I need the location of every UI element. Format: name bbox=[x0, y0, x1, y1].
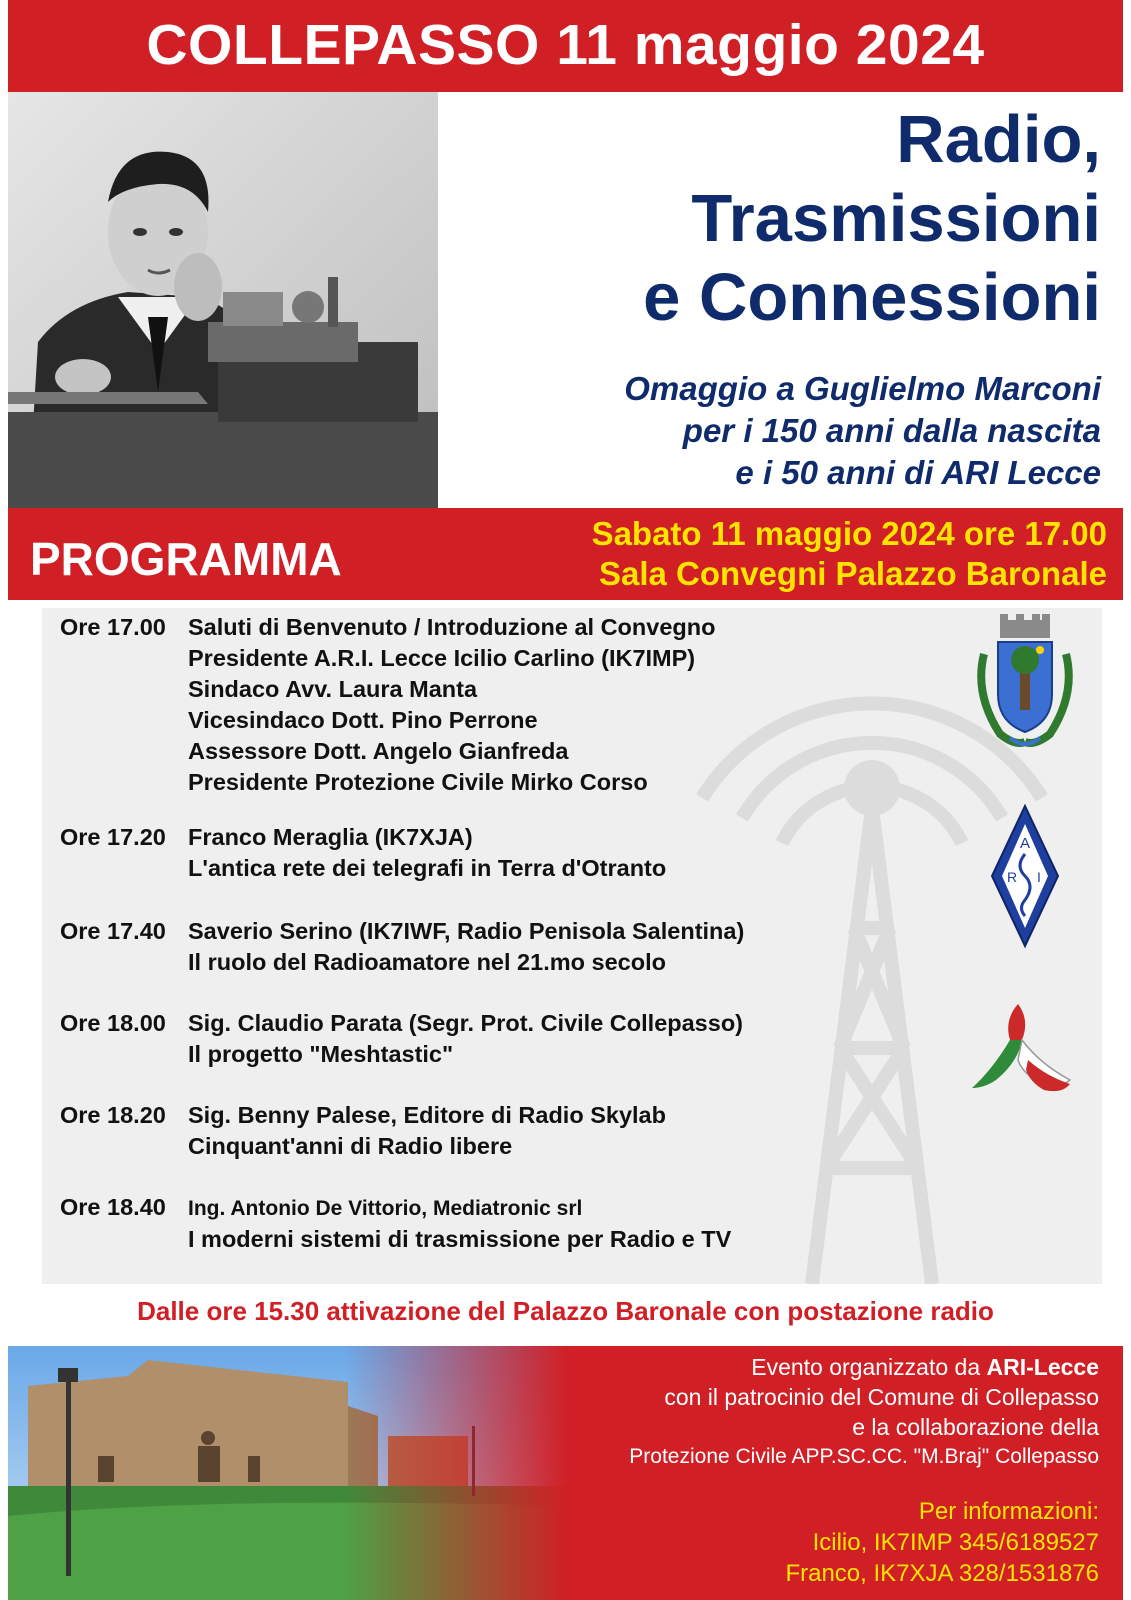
organizer-name: ARI-Lecce bbox=[986, 1354, 1099, 1380]
programma-venue: Sala Convegni Palazzo Baronale bbox=[599, 555, 1107, 592]
schedule-line: L'antica rete dei telegrafi in Terra d'Otranto bbox=[188, 855, 667, 881]
collepasso-coat-of-arms-icon bbox=[970, 614, 1080, 754]
conference-subtitle bbox=[461, 368, 1101, 494]
schedule-entry bbox=[60, 612, 715, 798]
schedule-time: Ore 17.20 bbox=[60, 824, 166, 850]
schedule-line: Presidente A.R.I. Lecce Icilio Carlino (IK7IMP) bbox=[188, 645, 696, 671]
marconi-portrait-image bbox=[8, 92, 438, 508]
organizer-line: e la collaborazione della bbox=[852, 1414, 1099, 1440]
programma-date: Sabato 11 maggio 2024 ore 17.00 bbox=[591, 515, 1107, 552]
schedule-line: Presidente Protezione Civile Mirko Corso bbox=[188, 769, 648, 795]
bottom-band bbox=[8, 1346, 1123, 1600]
schedule-entry bbox=[60, 1100, 666, 1162]
ari-logo-icon bbox=[990, 804, 1060, 949]
ari-logo-letter: A bbox=[1019, 835, 1031, 852]
palazzo-baronale-photo bbox=[8, 1346, 568, 1600]
organizer-prefix: Evento organizzato da bbox=[751, 1354, 987, 1380]
schedule-line: Cinquant'anni di Radio libere bbox=[188, 1133, 513, 1159]
organizer-line: con il patrocinio del Comune di Collepasso bbox=[664, 1384, 1099, 1410]
activation-notice: Dalle ore 15.30 attivazione del Palazzo Baronale con postazione radio bbox=[137, 1296, 994, 1326]
contact-item: Franco, IK7XJA 328/1531876 bbox=[785, 1560, 1099, 1587]
subtitle-line: Omaggio a Guglielmo Marconi bbox=[624, 370, 1101, 407]
schedule-time: Ore 18.40 bbox=[60, 1194, 166, 1220]
schedule-line: Franco Meraglia (IK7XJA) bbox=[188, 824, 473, 850]
marconi-portrait bbox=[8, 92, 438, 508]
conference-title bbox=[441, 100, 1101, 337]
schedule-time: Ore 17.00 bbox=[60, 614, 166, 640]
title-line: Radio, bbox=[896, 102, 1101, 177]
schedule-line: Sig. Claudio Parata (Segr. Prot. Civile Collepasso) bbox=[188, 1010, 744, 1036]
schedule-line: Ing. Antonio De Vittorio, Mediatronic srl bbox=[188, 1197, 583, 1220]
schedule-time: Ore 18.20 bbox=[60, 1102, 166, 1128]
schedule-entry bbox=[60, 916, 744, 978]
title-line: Trasmissioni bbox=[691, 181, 1101, 256]
schedule-line: Sindaco Avv. Laura Manta bbox=[188, 676, 478, 702]
schedule-line: Il ruolo del Radioamatore nel 21.mo secolo bbox=[188, 949, 666, 975]
ari-logo-letter: R bbox=[1006, 869, 1018, 885]
subtitle-line: e i 50 anni di ARI Lecce bbox=[735, 454, 1101, 491]
event-title: COLLEPASSO 11 maggio 2024 bbox=[146, 13, 985, 77]
title-line: e Connessioni bbox=[643, 260, 1101, 335]
schedule-entry bbox=[60, 1008, 743, 1070]
schedule-panel bbox=[42, 608, 1102, 1284]
programma-label: PROGRAMMA bbox=[30, 533, 342, 585]
schedule-line: Saluti di Benvenuto / Introduzione al Convegno bbox=[188, 614, 716, 640]
schedule-line: Saverio Serino (IK7IWF, Radio Penisola Salentina) bbox=[188, 918, 745, 944]
programma-band bbox=[8, 508, 1123, 600]
schedule-line: I moderni sistemi di trasmissione per Radio e TV bbox=[188, 1226, 732, 1252]
schedule-entry bbox=[60, 822, 666, 884]
ari-logo-letter: I bbox=[1037, 869, 1041, 885]
schedule-line: Vicesindaco Dott. Pino Perrone bbox=[188, 707, 538, 733]
organizer-text bbox=[629, 1352, 1099, 1472]
contact-info bbox=[785, 1496, 1099, 1589]
schedule-time: Ore 18.00 bbox=[60, 1010, 166, 1036]
schedule-line: Assessore Dott. Angelo Gianfreda bbox=[188, 738, 569, 764]
schedule-entry bbox=[60, 1192, 731, 1255]
schedule-line: Il progetto "Meshtastic" bbox=[188, 1041, 454, 1067]
programma-datetime bbox=[592, 514, 1107, 594]
schedule-time: Ore 17.40 bbox=[60, 918, 166, 944]
contact-item: Icilio, IK7IMP 345/6189527 bbox=[812, 1529, 1099, 1556]
organizer-line: Protezione Civile APP.SC.CC. "M.Braj" Collepasso bbox=[629, 1445, 1099, 1468]
protezione-civile-logo-icon bbox=[966, 1000, 1076, 1100]
contact-heading: Per informazioni: bbox=[918, 1498, 1099, 1525]
subtitle-line: per i 150 anni dalla nascita bbox=[682, 412, 1101, 449]
schedule-line: Sig. Benny Palese, Editore di Radio Skylab bbox=[188, 1102, 666, 1128]
top-banner bbox=[8, 0, 1123, 92]
